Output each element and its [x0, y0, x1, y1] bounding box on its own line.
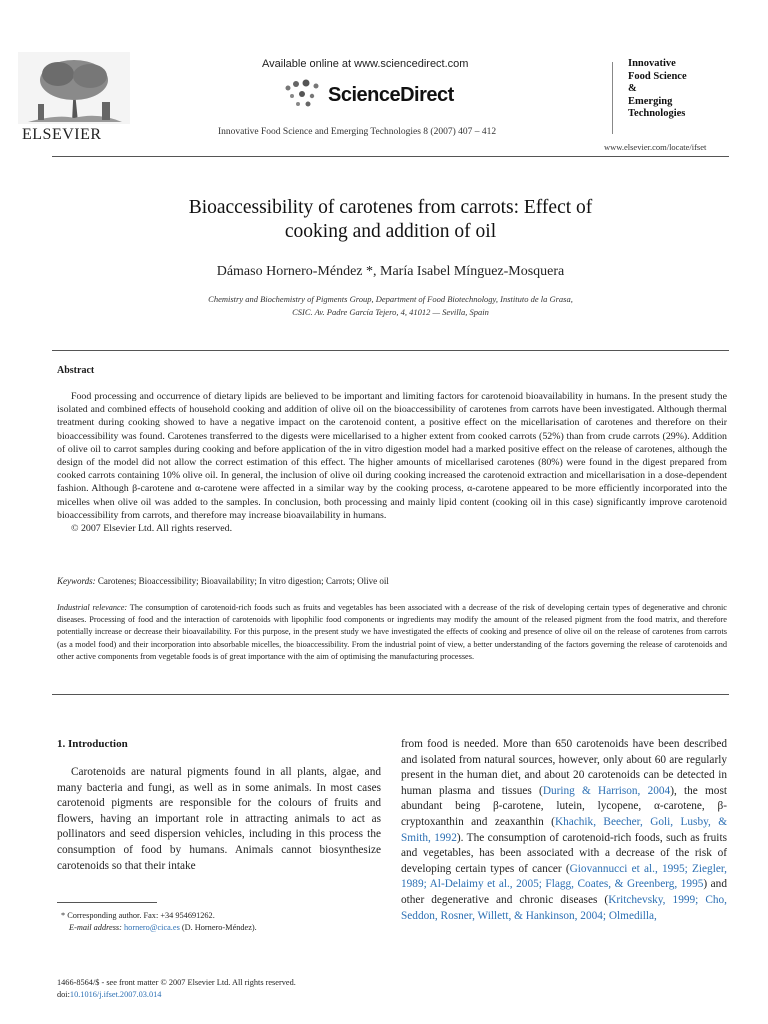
sciencedirect-dots-icon: [282, 78, 324, 110]
keywords: [57, 576, 727, 586]
title-line: Bioaccessibility of carotenes from carrots: Effect of: [188, 197, 593, 218]
affiliation-line: CSIC. Av. Padre García Tejero, 4, 41012 — Sevilla, Spain: [292, 306, 489, 317]
page-footer: [57, 977, 457, 1001]
industrial-relevance: [57, 602, 727, 663]
email-line: [57, 922, 381, 934]
keywords-list: Carotenes; Bioaccessibility; Bioavailability; In vitro digestion; Carrots; Olive oil: [97, 576, 389, 586]
journal-box-line: Technologies: [628, 108, 686, 119]
journal-title-box: [628, 58, 740, 136]
industrial-relevance-label: Industrial relevance:: [57, 603, 128, 612]
author-list: Dámaso Hornero-Méndez *, María Isabel Mínguez-Mosquera: [216, 264, 565, 279]
journal-reference: Innovative Food Science and Emerging Technologies 8 (2007) 407 – 412: [218, 127, 497, 137]
journal-box-line: Innovative: [628, 58, 676, 69]
email-suffix: (D. Hornero-Méndez).: [181, 923, 257, 933]
corresponding-author: * Corresponding author. Fax: +34 954691262.: [61, 911, 215, 920]
article-title: [52, 196, 729, 244]
issn-line: 1466-8564/$ - see front matter © 2007 Elsevier Ltd. All rights reserved.: [57, 978, 296, 987]
header-divider: [52, 156, 729, 157]
citation-link[interactable]: During & Harrison, 2004: [542, 784, 671, 797]
citation-link[interactable]: Kritchevsky, 1999; Cho, Seddon, Rosner, Willett, & Hankinson, 2004; Olmedilla,: [401, 893, 727, 922]
journal-box-line: &: [628, 83, 637, 94]
email-link[interactable]: hornero@cica.es: [124, 923, 180, 933]
intro-paragraph: Carotenoids are natural pigments found in all plants, algae, and many bacteria and fungi, as well as in some animals. In most cases carotenoid pigments are responsible for the colours of fruits and flowers, having an important role in attracting animals to act as pollinators and seed dispersion vehicles, including in this process the consumption of food by humans. Animals cannot biosynthesize carotenoids so that their intake: [57, 766, 381, 872]
footnote-divider: [57, 902, 157, 903]
keywords-label: Keywords:: [57, 576, 96, 586]
citation-link[interactable]: Khachik, Beecher, Goli, Lusby, & Smith, 1992: [401, 815, 728, 844]
sciencedirect-wordmark: ScienceDirect: [328, 84, 454, 106]
citation-link[interactable]: Giovannucci et al., 1995; Ziegler, 1989; Al-Delaimy et al., 2005; Flagg, Coates, & Greenberg, 1995: [401, 862, 727, 891]
intro-text: ), the most abundant being β-carotene, lutein, lycopene, α-carotene, β-cryptoxanthin and zeaxanthin (: [401, 784, 727, 828]
abstract-top-divider: [52, 350, 729, 351]
intro-text: from food is needed. More than 650 carotenoids have been described and isolated from natural sources, however, only about 60 are regularly present in the human diet, and about 20 carotenoids can be detected in human plasma and tissues (: [401, 738, 727, 797]
doi-line: [57, 989, 457, 1001]
industrial-relevance-text: The consumption of carotenoid-rich foods such as fruits and vegetables has been associated with a decrease of the risk of developing certain types of degenerative and chronic diseases. Processing of food and the interaction of carotenoids with lipophilic food components or ingredients may modify the amount of the released pigment from the food matrix, and therefore potentially increase or decrease their bioavailability. For this purpose, in the present study we have investigated the effects of cooking and presence of olive oil on the release of carotenes from carrots (as a model food) and their incorporation into absorbable micelles, the bioaccessibility. From the industrial point of view, a better understanding of the factors governing the release of carotenoids and other active components from vegetable foods is of great importance with the aim of optimising the manufacturing processes.: [57, 603, 727, 661]
journal-box-line: Food Science: [628, 70, 687, 82]
doi-label: doi:: [57, 990, 70, 1000]
abstract-body: [57, 390, 727, 535]
intro-column-left: [57, 765, 381, 874]
footnote: [57, 910, 381, 934]
journal-url-link[interactable]: www.elsevier.com/locate/ifset: [604, 142, 707, 152]
email-label: E-mail address:: [69, 923, 122, 933]
affiliation-line: Chemistry and Biochemistry of Pigments Group, Department of Food Biotechnology, Instituto de la Grasa,: [208, 294, 573, 304]
affiliation: [120, 293, 661, 318]
intro-text: ). The consumption of carotenoid-rich foods, such as fruits and vegetables, has been associated with a decrease of the risk of developing certain types of cancer (: [401, 831, 727, 875]
title-line: cooking and addition of oil: [284, 221, 497, 242]
abstract-heading: Abstract: [57, 365, 95, 376]
abstract-text: Food processing and occurrence of dietary lipids are believed to be important and limiting factors for carotenoid bioavailability in humans. In the present study the isolated and combined effects of household cooking and addition of olive oil on the bioaccessibility of carotenes from carrots have been investigated. Although thermal treatment during cooking showed to have a negative impact on the carotenoid content, a positive effect on the micellarisation of carotenes and therefore on their bioaccessibility was found. Carotenes transferred to the digests were micellarised to a higher extent from cooked carrots (52%) than from crude carrots (29%). Addition of olive oil to carrot samples during cooking and before application of the in vitro digestion model had a marked positive effect on the release of carotenes, although the design of the model did not allow the correct estimation of this effect. The higher amounts of micellarised carotenes (80%) were found in the digest prepared from cooked carrots containing 10% olive oil. In general, the inclusion of olive oil during cooking increased the carotenoid extraction and micellarisation in a dose-dependent fashion. Although β-carotene and α-carotene were affected in a similar way by the cooking process, α-carotene appeared to be more efficiently incorporated into the micelles when olive oil was added to the samples. In conclusion, both processing and mainly lipid content (cooking oil in this case) significantly improve carotenoid bioaccessibility from carrots, and therefore may increase bioavailability in humans.: [57, 391, 727, 521]
section-heading-introduction: 1. Introduction: [57, 738, 128, 750]
journal-box-divider: [612, 62, 613, 134]
abstract-copyright: © 2007 Elsevier Ltd. All rights reserved.: [71, 523, 233, 535]
abstract-bottom-divider: [52, 694, 729, 695]
doi-link[interactable]: 10.1016/j.ifset.2007.03.014: [69, 990, 162, 1000]
intro-column-right: [401, 737, 727, 924]
journal-box-line: Emerging: [628, 95, 673, 107]
available-online-text[interactable]: Available online at www.sciencedirect.com: [262, 58, 469, 70]
intro-text: ) and other degenerative and chronic diseases (: [401, 878, 727, 906]
publisher-name: ELSEVIER: [22, 126, 102, 143]
